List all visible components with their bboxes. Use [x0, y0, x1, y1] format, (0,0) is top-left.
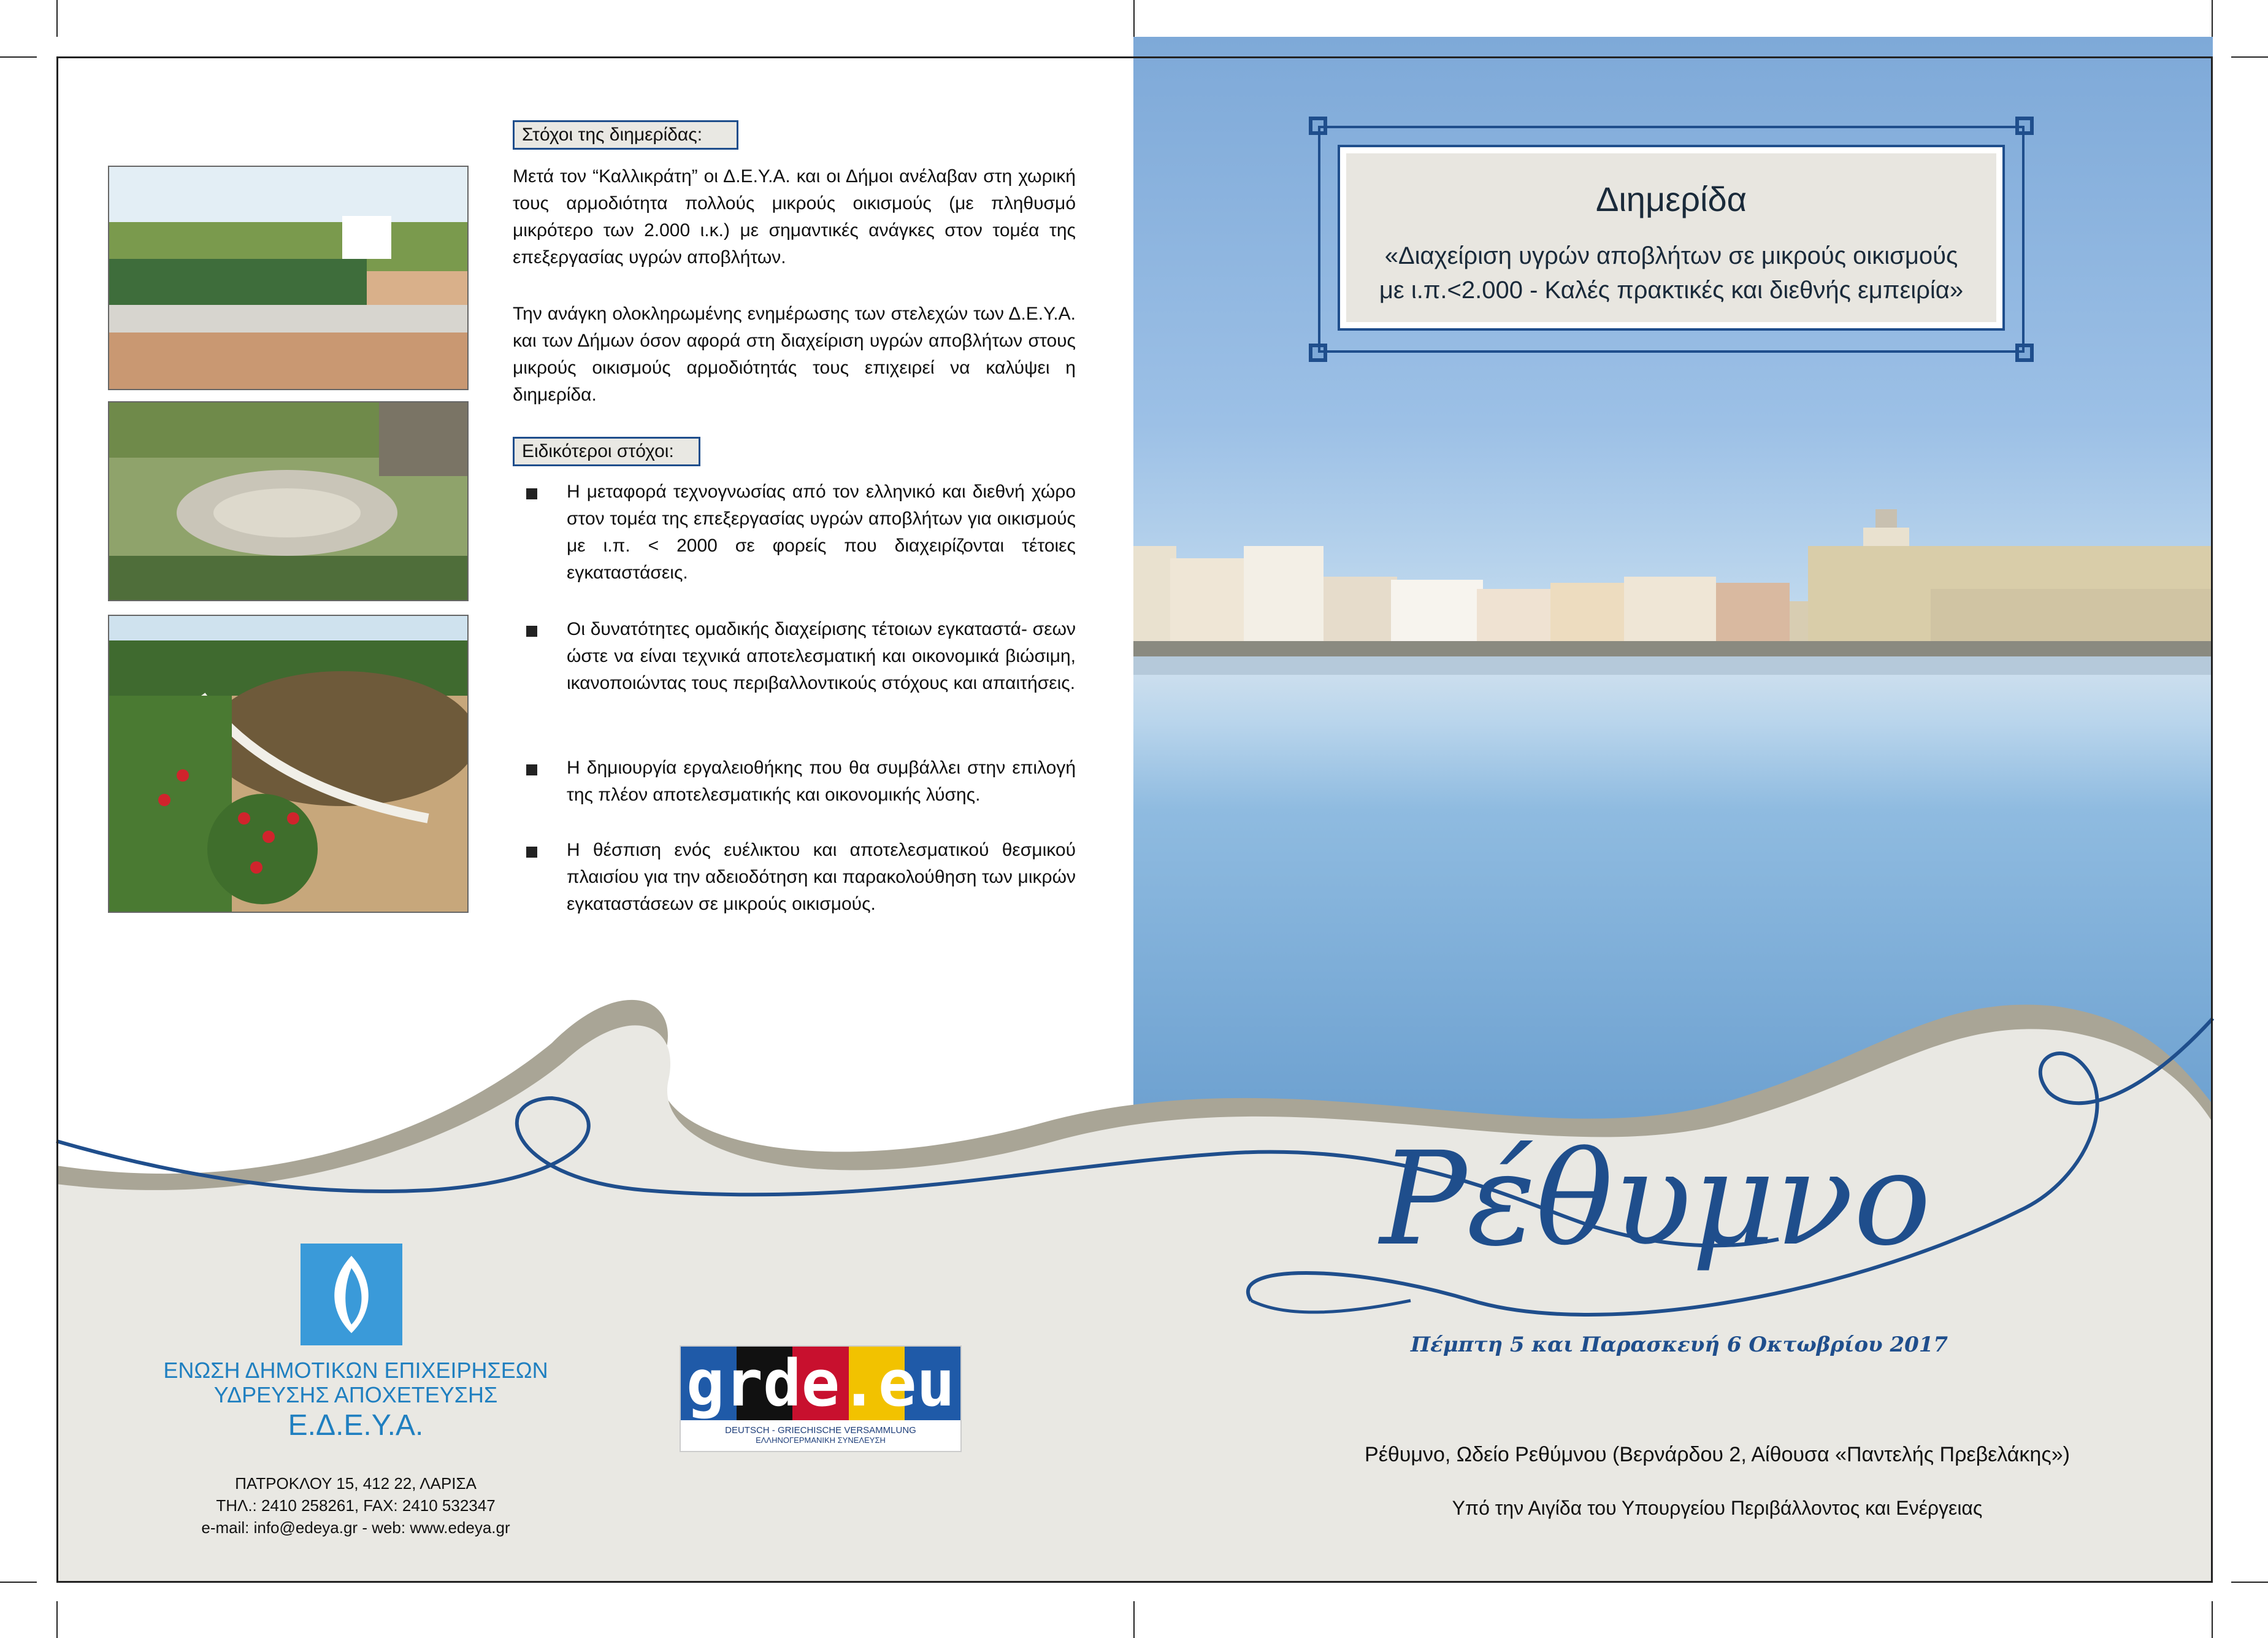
goals-heading: Στόχοι της διημερίδας: [513, 120, 738, 150]
town-skyline [1133, 479, 2213, 675]
auspices-text: Υπό την Αιγίδα του Υπουργείου Περιβάλλοντος και Ενέργειας [1452, 1497, 1983, 1519]
bullet-icon [526, 488, 537, 499]
subtitle-line-2: με ι.π.<2.000 - Καλές πρακτικές και διεθνής εμπειρία» [1379, 277, 1964, 304]
photo-reed-bed [108, 166, 469, 390]
specific-item-2: Οι δυνατότητες ομαδικής διαχείρισης τέτοιων εγκαταστά- σεων ώστε να είναι τεχνικά αποτελεσματική και οικονομικά βιώσιμη, ικανοποιώντας τους περιβαλλοντικούς στόχους και απαιτήσεις. [567, 619, 1076, 693]
bullet-icon [526, 764, 537, 775]
photo-pond-roses [108, 615, 469, 913]
title-box [1340, 147, 2002, 328]
specific-item-4: Η θέσπιση ενός ευέλικτου και αποτελεσματικού θεσμικού πλαισίου για την αδειοδότηση και παρακολούθηση των μικρών εγκαταστάσεων σε μικρούς οικισμούς. [567, 840, 1076, 914]
event-date: Πέμπτη 5 και Παρασκευή 6 Οκτωβρίου 2017 [1411, 1332, 1948, 1357]
edeya-acronym: Ε.Δ.Ε.Υ.Α. [288, 1409, 424, 1442]
crop-mark [1133, 0, 1135, 37]
goals-paragraph-2: Την ανάγκη ολοκληρωμένης ενημέρωσης των στελεχών των Δ.Ε.Υ.Α. και των Δήμων όσον αφορά στη διαχείριση υγρών αποβλήτων στους μικρούς οικισμούς αρμοδιότητάς τους επιχειρεί να καλύψει η διημερίδα. [513, 304, 1076, 405]
crop-mark [56, 0, 58, 37]
specific-item-3: Η δημιουργία εργαλειοθήκης που θα συμβάλλει στην επιλογή της πλέον αποτελεσματικής και οικονομικής λύσης. [567, 758, 1076, 805]
grde-logo-text: grde.eu [686, 1346, 956, 1421]
edeya-logo-icon [301, 1244, 402, 1345]
bullet-icon [526, 626, 537, 637]
crop-mark [0, 56, 37, 58]
edeya-web[interactable]: e-mail: info@edeya.gr - web: www.edeya.gr [201, 1518, 510, 1537]
edeya-name [123, 1358, 589, 1444]
grde-logo [680, 1345, 962, 1452]
edeya-address: ΠΑΤΡΟΚΛΟΥ 15, 412 22, ΛΑΡΙΣΑ [235, 1474, 477, 1493]
crop-mark [2212, 0, 2213, 37]
bullet-icon [526, 847, 537, 858]
specific-heading: Ειδικότεροι στόχοι: [513, 437, 700, 466]
title-heading: Διημερίδα [1595, 180, 1747, 218]
goals-paragraph-1: Μετά τον “Καλλικράτη” οι Δ.Ε.Υ.Α. και οι Δήμοι ανέλαβαν στη χωρική τους αρμοδιότητα πολλούς μικρούς οικισμούς (με πληθυσμό μικρότερο των 2.000 ι.κ.) με σημαντικές ανάγκες στον τομέα της επεξεργασίας υγρών αποβλήτων. [513, 166, 1076, 267]
crop-mark [2231, 56, 2268, 58]
venue-text: Ρέθυμνο, Ωδείο Ρεθύμνου (Βερνάρδου 2, Αίθουσα «Παντελής Πρεβελάκης») [1365, 1443, 2070, 1466]
grde-line-1: DEUTSCH - GRIECHISCHE VERSAMMLUNG [725, 1425, 916, 1436]
title-subtitle [1346, 239, 1996, 307]
grde-line-2: ΕΛΛΗΝΟΓΕΡΜΑΝΙΚΗ ΣΥΝΕΛΕΥΣΗ [756, 1436, 886, 1445]
edeya-phone: ΤΗΛ.: 2410 258261, FAX: 2410 532347 [216, 1496, 496, 1515]
subtitle-line-1: «Διαχείριση υγρών αποβλήτων σε μικρούς οικισμούς [1384, 242, 1958, 269]
edeya-contact [123, 1472, 589, 1539]
edeya-name-line-2: ΥΔΡΕΥΣΗΣ ΑΠΟΧΕΤΕΥΣΗΣ [213, 1382, 498, 1407]
edeya-name-line-1: ΕΝΩΣΗ ΔΗΜΟΤΙΚΩΝ ΕΠΙΧΕΙΡΗΣΕΩΝ [163, 1358, 548, 1383]
photo-treatment-site [108, 401, 469, 601]
city-script-title: Ρέθυμνο [1380, 1124, 1931, 1274]
specific-item-1: Η μεταφορά τεχνογνωσίας από τον ελληνικό και διεθνή χώρο στον τομέα της επεξεργασίας υγρών αποβλήτων για οικισμούς με ι.π. < 2000 σε φορείς που διαχειρίζονται τέτοιες εγκαταστάσεις. [567, 482, 1076, 583]
